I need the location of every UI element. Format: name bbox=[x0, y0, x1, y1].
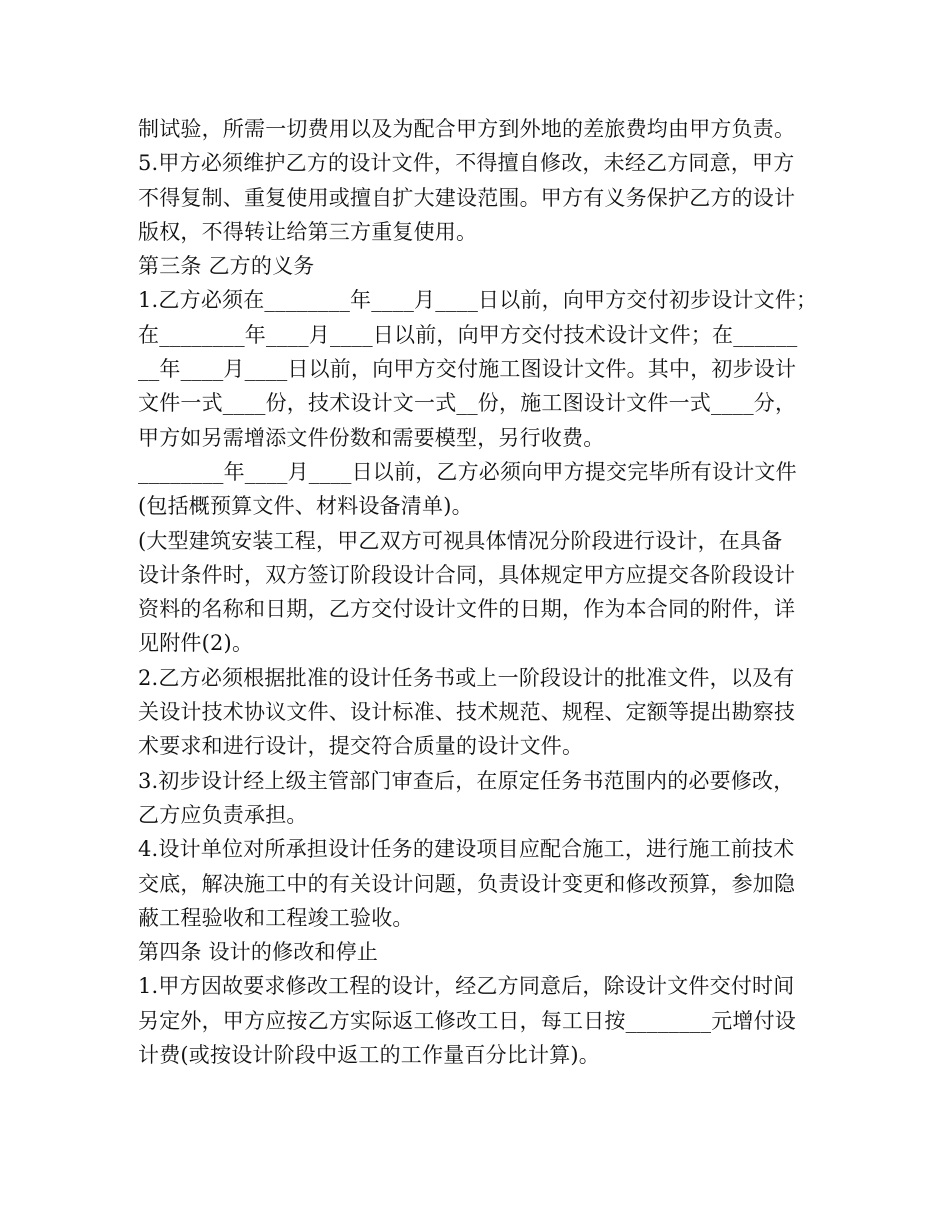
document-body bbox=[138, 112, 828, 1072]
text-line: 4.设计单位对所承担设计任务的建设项目应配合施工，进行施工前技术 bbox=[138, 837, 795, 862]
text-line: 不得复制、重复使用或擅自扩大建设范围。甲方有义务保护乙方的设计 bbox=[138, 185, 796, 210]
text-line: 文件一式____份，技术设计文一式__份，施工图设计文件一式____分， bbox=[138, 391, 797, 416]
text-line: 交底，解决施工中的有关设计问题，负责设计变更和修改预算，参加隐 bbox=[138, 871, 796, 896]
text-line: 设计条件时，双方签订阶段设计合同，具体规定甲方应提交各阶段设计 bbox=[138, 562, 796, 587]
text-line: 1.甲方因故要求修改工程的设计，经乙方同意后，除设计文件交付时间 bbox=[138, 974, 795, 999]
text-line: 资料的名称和日期，乙方交付设计文件的日期，作为本合同的附件，详 bbox=[138, 597, 796, 622]
text-line: 2.乙方必须根据批准的设计任务书或上一阶段设计的批准文件，以及有 bbox=[138, 665, 795, 690]
text-line: 5.甲方必须维护乙方的设计文件，不得擅自修改，未经乙方同意，甲方 bbox=[138, 151, 795, 176]
text-line: 1.乙方必须在________年____月____日以前，向甲方交付初步设计文件； bbox=[138, 288, 818, 313]
text-line: 关设计技术协议文件、设计标准、技术规范、规程、定额等提出勘察技 bbox=[138, 700, 796, 725]
section-heading: 第四条 设计的修改和停止 bbox=[138, 940, 379, 965]
text-line: 乙方应负责承担。 bbox=[138, 802, 308, 827]
text-line: 见附件(2)。 bbox=[138, 631, 254, 656]
text-line: 3.初步设计经上级主管部门审查后，在原定任务书范围内的必要修改， bbox=[138, 768, 795, 793]
text-line: 蔽工程验收和工程竣工验收。 bbox=[138, 905, 414, 930]
text-line: (包括概预算文件、材料设备清单)。 bbox=[138, 494, 473, 519]
text-line: (大型建筑安装工程，甲乙双方可视具体情况分阶段进行设计，在具备 bbox=[138, 528, 783, 553]
section-heading: 第三条 乙方的义务 bbox=[138, 254, 315, 279]
text-line: 在________年____月____日以前，向甲方交付技术设计文件；在______ bbox=[138, 322, 798, 347]
text-line: 制试验，所需一切费用以及为配合甲方到外地的差旅费均由甲方负责。 bbox=[138, 117, 796, 141]
text-line: ________年____月____日以前，乙方必须向甲方提交完毕所有设计文件 bbox=[138, 459, 797, 484]
text-line: 版权，不得转让给第三方重复使用。 bbox=[138, 219, 478, 244]
text-line: 计费(或按设计阶段中返工的工作量百分比计算)。 bbox=[138, 1043, 600, 1068]
text-line: 甲方如另需增添文件份数和需要模型，另行收费。 bbox=[138, 425, 605, 450]
text-line: 术要求和进行设计，提交符合质量的设计文件。 bbox=[138, 734, 584, 759]
text-line: 另定外，甲方应按乙方实际返工修改工日，每工日按________元增付设 bbox=[138, 1008, 796, 1033]
text-line: __年____月____日以前，向甲方交付施工图设计文件。其中，初步设计 bbox=[138, 357, 797, 382]
